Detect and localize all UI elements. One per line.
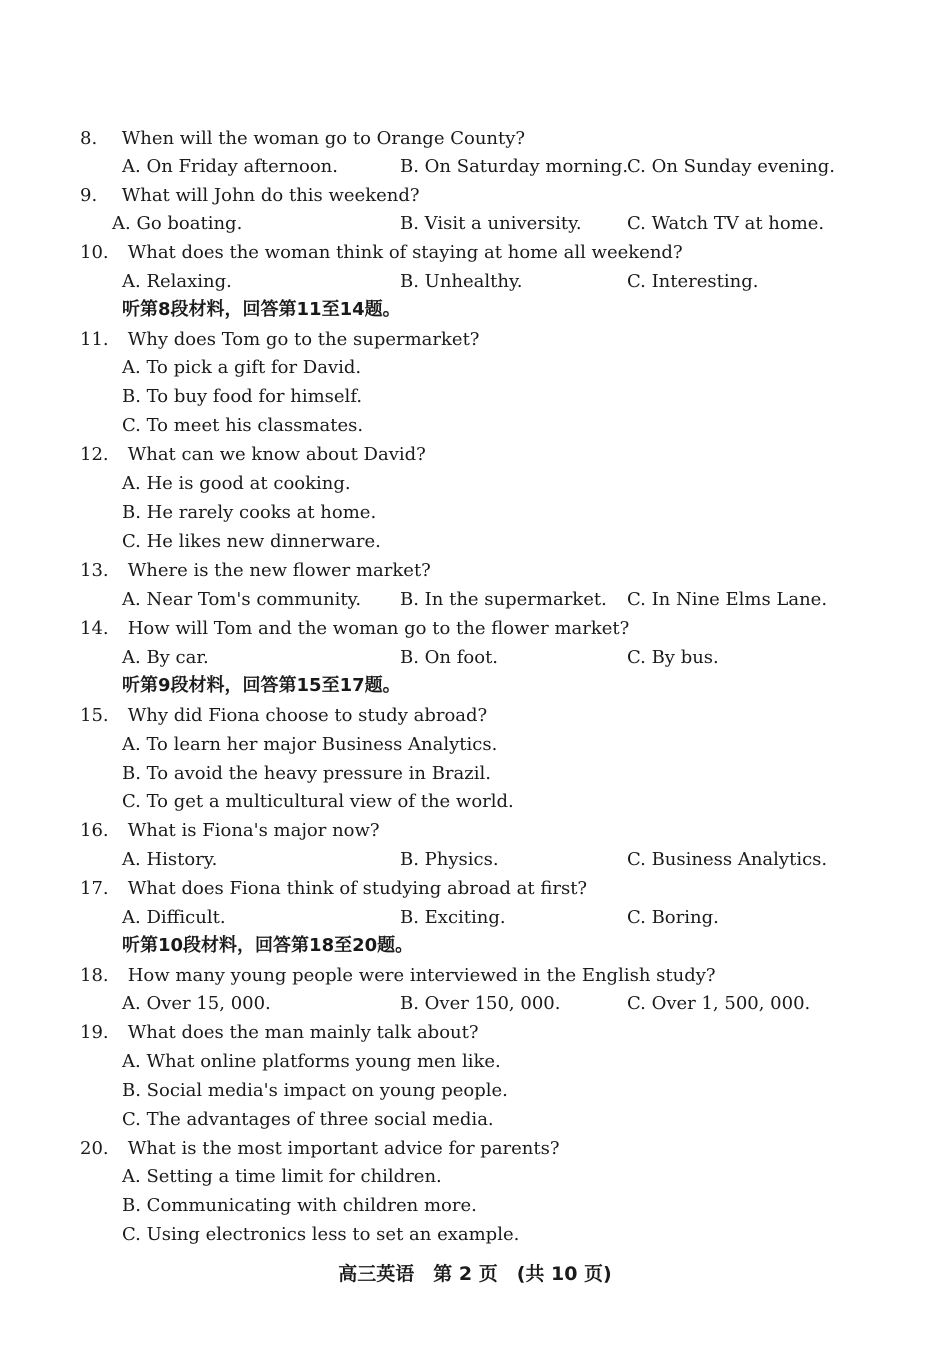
option-a: A. Near Tom's community. bbox=[122, 589, 362, 610]
question-18 bbox=[80, 961, 716, 990]
question-text: Why did Fiona choose to study abroad? bbox=[127, 705, 488, 726]
question-text: What is Fiona's major now? bbox=[127, 820, 380, 841]
option-a: A. He is good at cooking. bbox=[122, 473, 351, 494]
question-16 bbox=[80, 816, 380, 845]
question-9 bbox=[80, 181, 420, 210]
question-number: 15. bbox=[80, 705, 109, 726]
question-14 bbox=[80, 614, 629, 643]
option-b: B. To buy food for himself. bbox=[122, 386, 363, 407]
option-a: A. Relaxing. bbox=[122, 271, 232, 292]
question-number: 14. bbox=[80, 618, 109, 639]
question-13 bbox=[80, 556, 431, 585]
option-c: C. Boring. bbox=[627, 907, 719, 928]
question-20 bbox=[80, 1134, 560, 1163]
option-a: A. Difficult. bbox=[122, 907, 226, 928]
question-text: Why does Tom go to the supermarket? bbox=[127, 329, 480, 350]
option-b: B. Unhealthy. bbox=[400, 271, 523, 292]
option-b: B. Over 150, 000. bbox=[400, 993, 561, 1014]
question-number: 12. bbox=[80, 444, 109, 465]
question-text: How will Tom and the woman go to the flower market? bbox=[127, 618, 630, 639]
option-b: B. Social media's impact on young people. bbox=[122, 1080, 508, 1101]
option-c: C. On Sunday evening. bbox=[627, 156, 835, 177]
option-c: C. Business Analytics. bbox=[627, 849, 828, 870]
question-number: 10. bbox=[80, 242, 109, 263]
section-instruction: 听第8段材料，回答第11至14题。 bbox=[122, 299, 401, 320]
option-b: B. He rarely cooks at home. bbox=[122, 502, 377, 523]
question-17 bbox=[80, 874, 587, 903]
question-15 bbox=[80, 701, 487, 730]
question-12 bbox=[80, 440, 426, 469]
question-number: 11. bbox=[80, 329, 109, 350]
question-text: Where is the new flower market? bbox=[127, 560, 431, 581]
page-footer: 高三英语 第 2 页 (共 10 页) bbox=[338, 1263, 612, 1285]
option-b: B. To avoid the heavy pressure in Brazil. bbox=[122, 763, 491, 784]
option-c: C. In Nine Elms Lane. bbox=[627, 589, 828, 610]
question-number: 9. bbox=[80, 185, 98, 206]
option-a: A. Over 15, 000. bbox=[122, 993, 271, 1014]
question-number: 19. bbox=[80, 1022, 109, 1043]
option-a: A. On Friday afternoon. bbox=[122, 156, 338, 177]
option-a: A. To pick a gift for David. bbox=[122, 357, 362, 378]
section-instruction: 听第9段材料，回答第15至17题。 bbox=[122, 675, 401, 696]
question-text: What does Fiona think of studying abroad at first? bbox=[127, 878, 588, 899]
question-8 bbox=[80, 124, 525, 153]
question-text: What does the man mainly talk about? bbox=[127, 1022, 479, 1043]
option-a: A. History. bbox=[122, 849, 218, 870]
option-c: C. Using electronics less to set an example. bbox=[122, 1224, 520, 1245]
question-text: What is the most important advice for parents? bbox=[127, 1138, 560, 1159]
question-number: 20. bbox=[80, 1138, 109, 1159]
question-text: When will the woman go to Orange County? bbox=[121, 128, 526, 149]
option-b: B. Exciting. bbox=[400, 907, 506, 928]
option-a: A. To learn her major Business Analytics. bbox=[122, 734, 498, 755]
question-number: 17. bbox=[80, 878, 109, 899]
option-a: A. Setting a time limit for children. bbox=[122, 1166, 442, 1187]
option-b: B. On foot. bbox=[400, 647, 499, 668]
option-c: C. Over 1, 500, 000. bbox=[627, 993, 811, 1014]
question-text: What will John do this weekend? bbox=[121, 185, 420, 206]
question-text: How many young people were interviewed in the English study? bbox=[127, 965, 716, 986]
option-c: C. Watch TV at home. bbox=[627, 213, 825, 234]
question-text: What can we know about David? bbox=[127, 444, 426, 465]
question-number: 16. bbox=[80, 820, 109, 841]
question-number: 18. bbox=[80, 965, 109, 986]
option-b: B. On Saturday morning. bbox=[400, 156, 629, 177]
question-number: 8. bbox=[80, 128, 98, 149]
option-c: C. The advantages of three social media. bbox=[122, 1109, 494, 1130]
option-c: C. To get a multicultural view of the world. bbox=[122, 791, 514, 812]
option-b: B. Physics. bbox=[400, 849, 499, 870]
option-c: C. He likes new dinnerware. bbox=[122, 531, 381, 552]
option-c: C. Interesting. bbox=[627, 271, 759, 292]
section-instruction: 听第10段材料，回答第18至20题。 bbox=[122, 935, 414, 956]
question-19 bbox=[80, 1018, 479, 1047]
option-a: A. Go boating. bbox=[112, 213, 243, 234]
option-c: C. By bus. bbox=[627, 647, 719, 668]
question-11 bbox=[80, 325, 479, 354]
option-a: A. By car. bbox=[122, 647, 209, 668]
question-text: What does the woman think of staying at home all weekend? bbox=[127, 242, 683, 263]
option-a: A. What online platforms young men like. bbox=[122, 1051, 501, 1072]
option-b: B. Visit a university. bbox=[400, 213, 582, 234]
option-b: B. In the supermarket. bbox=[400, 589, 607, 610]
option-b: B. Communicating with children more. bbox=[122, 1195, 477, 1216]
question-number: 13. bbox=[80, 560, 109, 581]
question-10 bbox=[80, 238, 683, 267]
option-c: C. To meet his classmates. bbox=[122, 415, 364, 436]
